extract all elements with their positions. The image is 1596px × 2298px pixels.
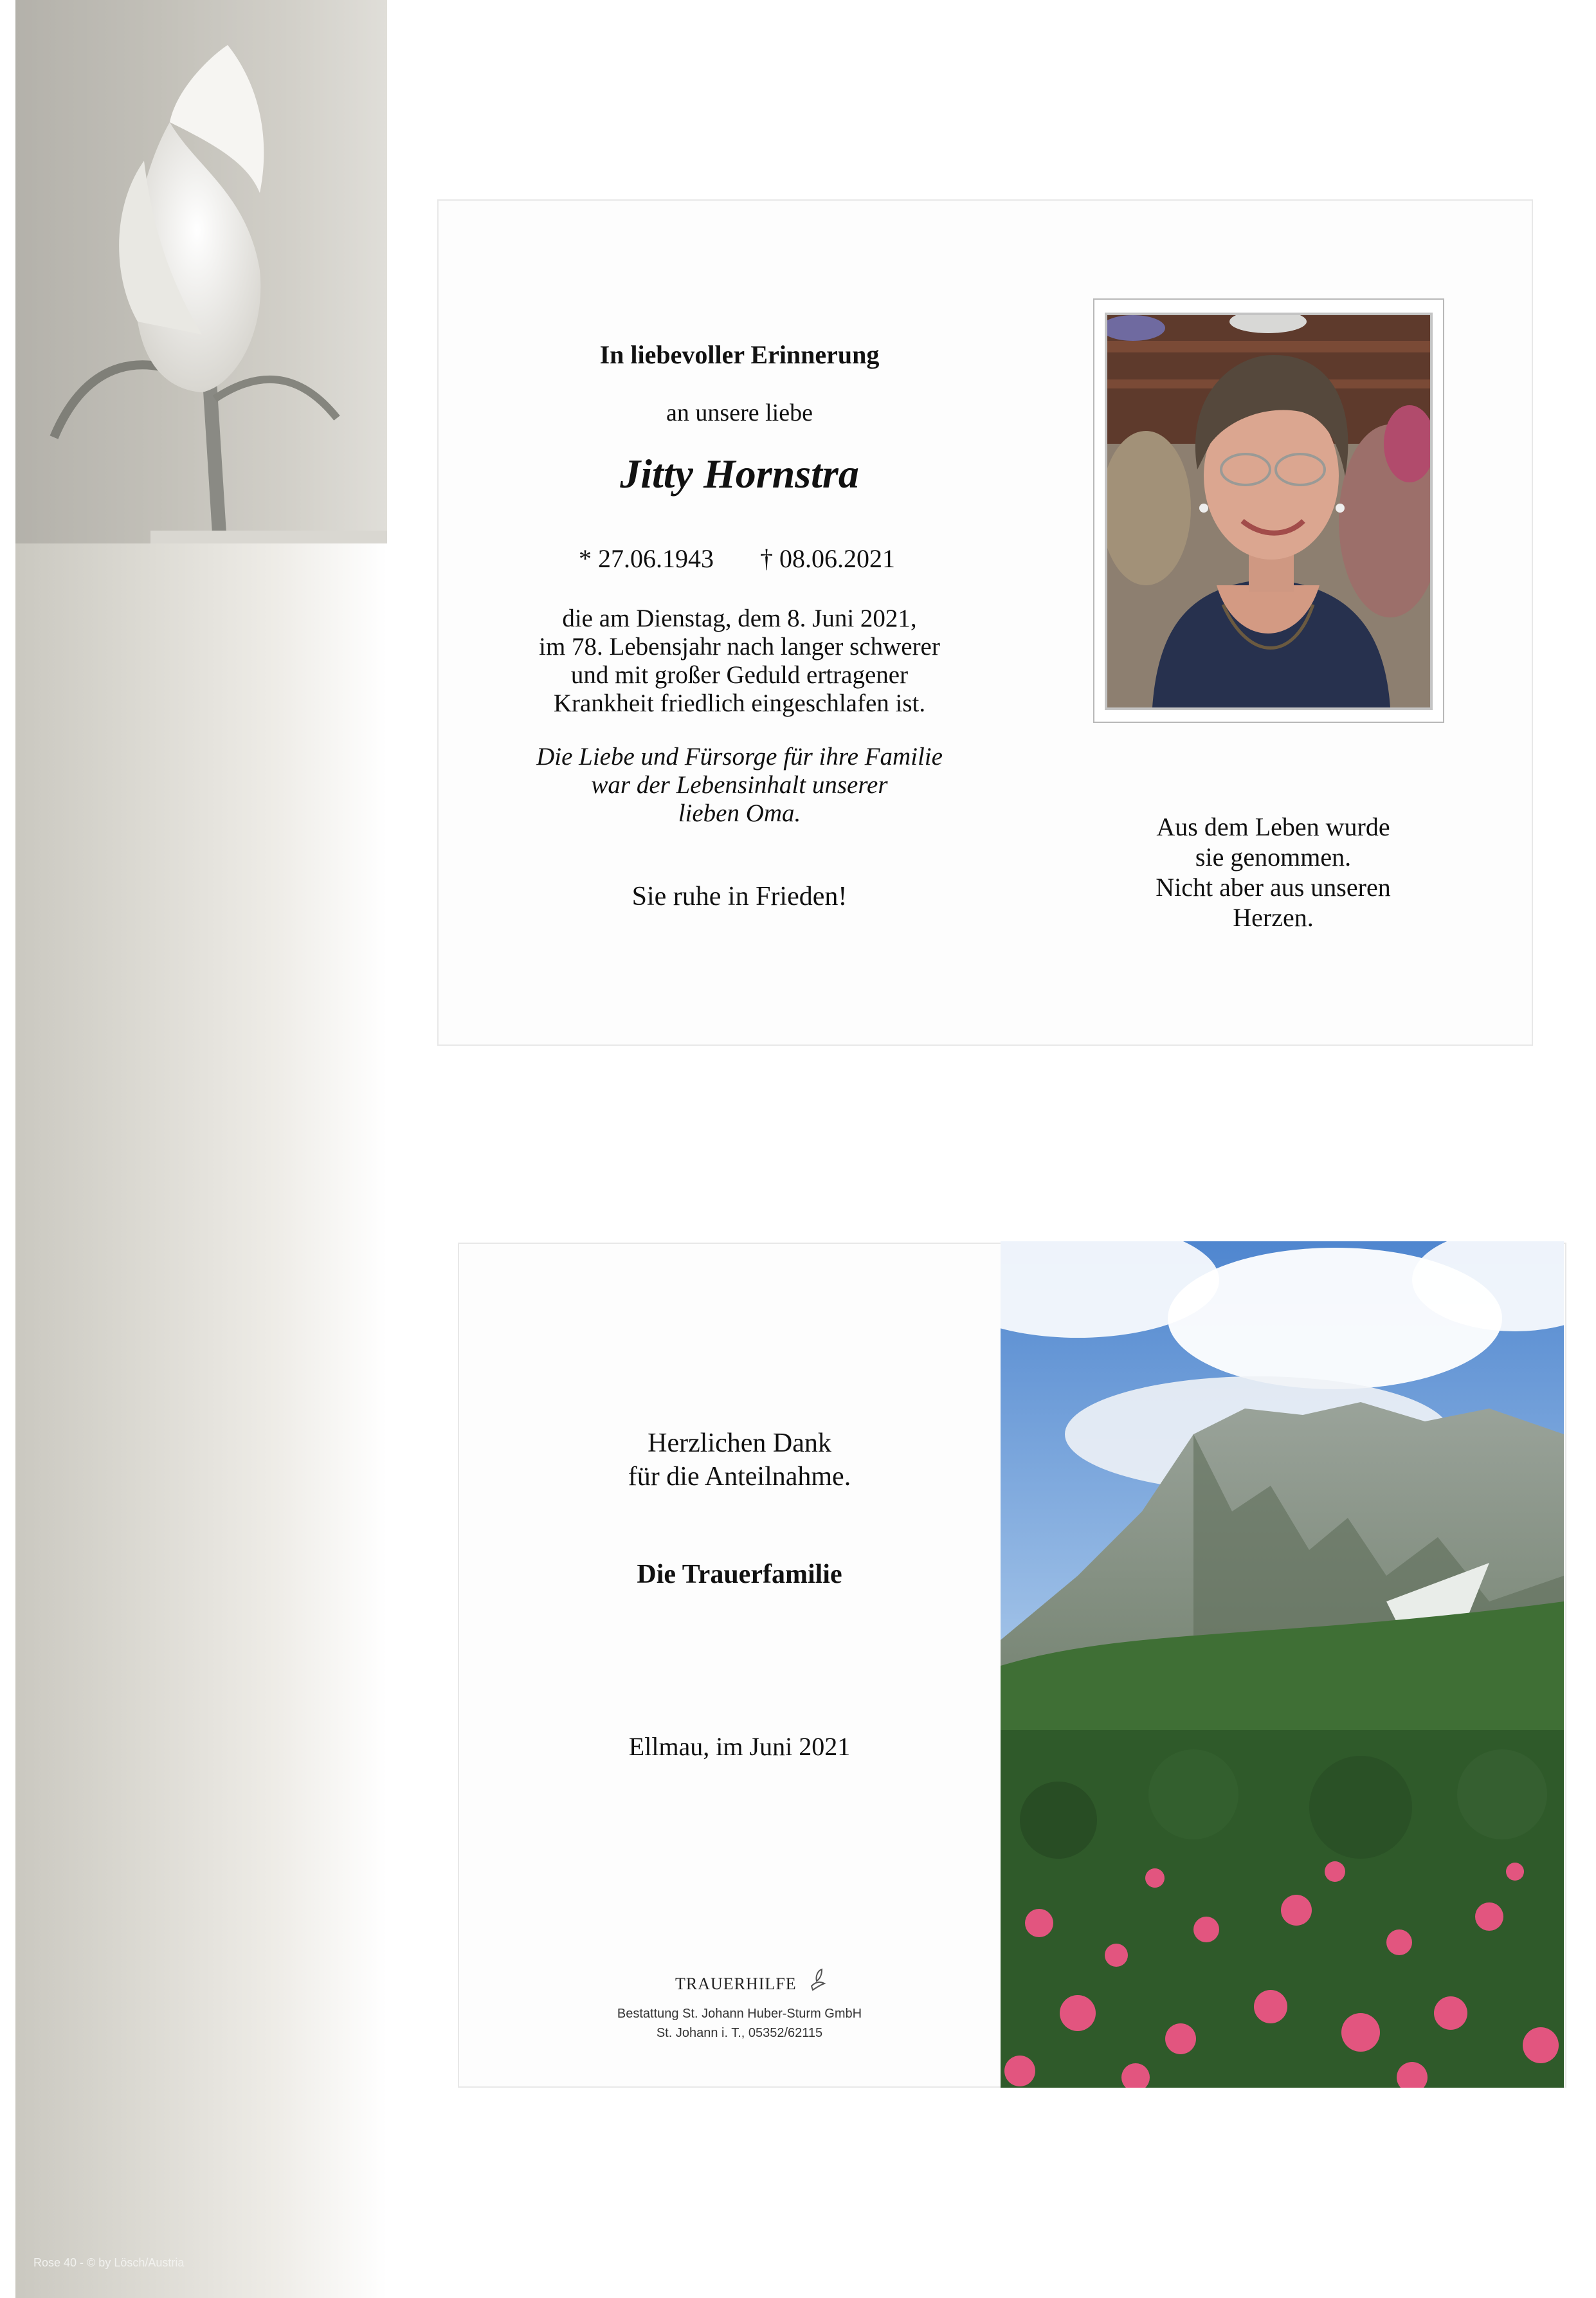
quote-line: sie genommen.	[1195, 843, 1352, 871]
memorial-subtitle: an unsere liebe	[666, 399, 813, 426]
tribute-line: Die Liebe und Fürsorge für ihre Familie	[536, 743, 943, 771]
quote-line: Aus dem Leben wurde	[1156, 812, 1390, 841]
memorial-title: In liebevoller Erinnerung	[599, 340, 880, 369]
paragraph-line: im 78. Lebensjahr nach langer schwerer	[539, 633, 940, 661]
quote-line: Herzen.	[1233, 903, 1314, 932]
quote-line: Nicht aber aus unseren	[1156, 873, 1391, 902]
paragraph-line: und mit großer Geduld ertragener	[570, 661, 909, 689]
portrait-photo	[1105, 313, 1433, 710]
rose-photo	[15, 0, 387, 543]
obituary-paragraph	[502, 605, 977, 718]
funeral-home-contact: St. Johann i. T., 05352/62115	[656, 2026, 823, 2040]
paragraph-line: Krankheit friedlich eingeschlafen ist.	[553, 689, 926, 717]
memorial-quote	[1093, 812, 1453, 933]
alpine-landscape-photo	[1001, 1241, 1564, 2088]
tribute-line: lieben Oma.	[678, 799, 801, 827]
paragraph-line: die am Dienstag, dem 8. Juni 2021,	[562, 605, 917, 632]
place-and-date: Ellmau, im Juni 2021	[628, 1732, 851, 1761]
funeral-home-logo-text: TRAUERHILFE	[675, 1974, 797, 1993]
funeral-home-name: Bestattung St. Johann Huber-Sturm GmbH	[617, 2007, 862, 2021]
death-date: † 08.06.2021	[760, 544, 895, 573]
signature-family: Die Trauerfamilie	[637, 1560, 842, 1589]
family-tribute	[502, 743, 977, 828]
deceased-name: Jitty Hornstra	[620, 451, 859, 497]
dove-icon	[809, 1967, 827, 1993]
thanks-line: Herzlichen Dank	[648, 1428, 831, 1458]
portrait-frame	[1093, 298, 1444, 723]
thanks-line: für die Anteilnahme.	[628, 1462, 851, 1491]
rest-in-peace: Sie ruhe in Frieden!	[631, 882, 848, 911]
birth-date: * 27.06.1943	[579, 544, 714, 573]
tribute-line: war der Lebensinhalt unserer	[591, 771, 888, 799]
thanks-message	[566, 1427, 913, 1493]
image-credit: Rose 40 - © by Lösch/Austria	[33, 2256, 185, 2269]
